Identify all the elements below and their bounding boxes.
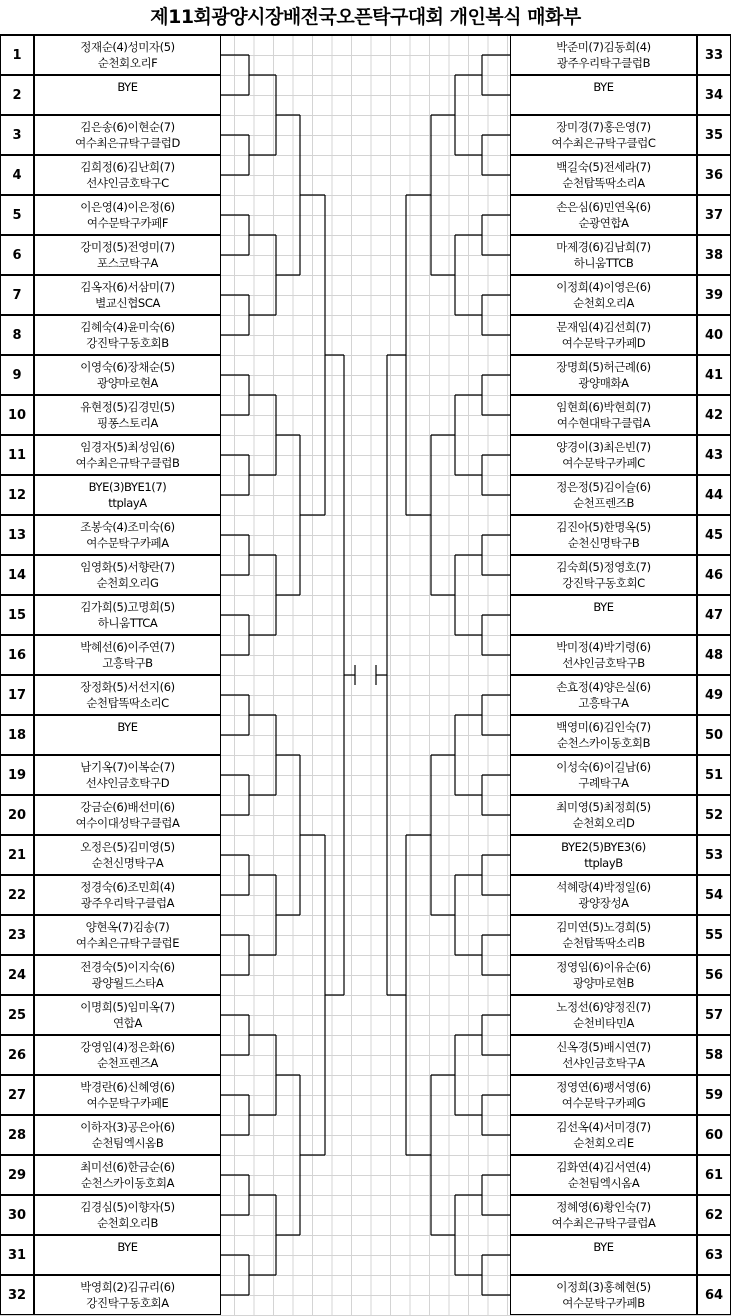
seed-number: 54 (697, 875, 731, 915)
seed-number: 41 (697, 355, 731, 395)
pair-entry (34, 75, 221, 115)
player-names: 박미정(4)박기령(6) (556, 640, 651, 654)
seed-number: 55 (697, 915, 731, 955)
seed-number: 14 (0, 555, 34, 595)
player-names: 김옥자(6)서삼미(7) (80, 280, 175, 294)
club-name: 여수이대성탁구클럽A (75, 816, 180, 830)
pair-entry (510, 435, 697, 475)
pair-entry (510, 675, 697, 715)
seed-number: 9 (0, 355, 34, 395)
club-name: 핑퐁스토리A (96, 416, 158, 430)
club-name: 포스코탁구A (96, 256, 158, 270)
pair-entry (510, 955, 697, 995)
player-names: 전경숙(5)이지숙(6) (80, 960, 175, 974)
pair-entry (510, 875, 697, 915)
player-names: 임경자(5)최성임(6) (80, 440, 175, 454)
seed-number: 49 (697, 675, 731, 715)
seed-number: 8 (0, 315, 34, 355)
seed-number: 50 (697, 715, 731, 755)
club-name: 순천신명탁구A (91, 856, 164, 870)
club-name: 광양마로현A (96, 376, 158, 390)
pair-entry (510, 1115, 697, 1155)
pair-entry (510, 1155, 697, 1195)
club-name: 여수최은규탁구클럽E (75, 936, 180, 950)
player-names: 유현정(5)김경민(5) (80, 400, 175, 414)
seed-number: 29 (0, 1155, 34, 1195)
seed-number: 11 (0, 435, 34, 475)
seed-number: 42 (697, 395, 731, 435)
player-names: 이정희(3)홍혜현(5) (556, 1280, 651, 1294)
player-names: 임영화(5)서향란(7) (80, 560, 175, 574)
player-names: BYE (117, 1240, 138, 1254)
seed-number: 30 (0, 1195, 34, 1235)
player-names: 박영희(2)김규리(6) (80, 1280, 175, 1294)
pair-entry (510, 835, 697, 875)
club-name: 강진탁구동호회B (86, 336, 169, 350)
player-names: 백영미(6)김인숙(7) (556, 720, 651, 734)
seed-number: 13 (0, 515, 34, 555)
club-name: 순천프렌즈A (96, 1056, 158, 1070)
pair-entry (510, 755, 697, 795)
player-names: 노정선(6)양정진(7) (556, 1000, 651, 1014)
club-name: 여수문탁구카페G (561, 1096, 646, 1110)
seed-number: 62 (697, 1195, 731, 1235)
seed-number: 35 (697, 115, 731, 155)
player-names: 양경이(3)최은빈(7) (556, 440, 651, 454)
seed-number: 3 (0, 115, 34, 155)
pair-entry (34, 915, 221, 955)
player-names: 양현옥(7)김송(7) (85, 920, 170, 934)
club-name: 하니움TTCA (97, 616, 158, 630)
player-names: 이하자(3)공은아(6) (80, 1120, 175, 1134)
player-names: 임현희(6)박현희(7) (556, 400, 651, 414)
club-name: 여수문탁구카페C (562, 456, 645, 470)
seed-number: 47 (697, 595, 731, 635)
club-name: 순천탑똑딱소리C (86, 696, 169, 710)
club-name: 강진탁구동호회A (86, 1296, 169, 1310)
seed-number: 45 (697, 515, 731, 555)
pair-entry (34, 195, 221, 235)
club-name: 광양매화A (578, 376, 629, 390)
pair-entry (34, 1155, 221, 1195)
pair-entry (34, 1075, 221, 1115)
player-names: 장명희(5)허근례(6) (556, 360, 651, 374)
club-name: 선샤인금호탁구B (562, 656, 645, 670)
seed-number: 20 (0, 795, 34, 835)
player-names: BYE (117, 80, 138, 94)
pair-entry (510, 155, 697, 195)
club-name: 순천회오리A (572, 296, 634, 310)
player-names: 백길숙(5)전세라(7) (556, 160, 651, 174)
pair-entry (34, 355, 221, 395)
player-names: 조봉숙(4)조미숙(6) (80, 520, 175, 534)
seed-number: 39 (697, 275, 731, 315)
club-name: ttplayB (584, 856, 623, 870)
club-name: 여수문탁구카페A (86, 536, 169, 550)
page-title: 제11회광양시장배전국오픈탁구대회 개인복식 매화부 (0, 0, 731, 36)
club-name: 여수현대탁구클럽A (556, 416, 651, 430)
club-name: 여수최은규탁구클럽B (75, 456, 180, 470)
pair-entry (510, 995, 697, 1035)
seed-number: 10 (0, 395, 34, 435)
seed-number: 60 (697, 1115, 731, 1155)
player-names: 김가희(5)고명희(5) (80, 600, 175, 614)
pair-entry (34, 115, 221, 155)
pair-entry (34, 395, 221, 435)
seed-number: 56 (697, 955, 731, 995)
pair-entry (510, 595, 697, 635)
club-name: 순천팀엑시옴A (567, 1176, 640, 1190)
player-names: 강미정(5)전영미(7) (80, 240, 175, 254)
seed-number: 46 (697, 555, 731, 595)
player-names: 석혜랑(4)박정일(6) (556, 880, 651, 894)
player-names: 이영숙(6)장채순(5) (80, 360, 175, 374)
player-names: 이은영(4)이은정(6) (80, 200, 175, 214)
seed-number: 64 (697, 1275, 731, 1315)
club-name: 순천회오리F (97, 56, 158, 70)
pair-entry (510, 235, 697, 275)
seed-number: 32 (0, 1275, 34, 1315)
player-names: 김선옥(4)서미경(7) (556, 1120, 651, 1134)
club-name: 여수최은규탁구클럽C (551, 136, 656, 150)
club-name: 순천스카이동호회B (556, 736, 651, 750)
club-name: 순천팀엑시옴B (91, 1136, 164, 1150)
seed-number: 28 (0, 1115, 34, 1155)
player-names: 김혜숙(4)윤미숙(6) (80, 320, 175, 334)
player-names: 강영임(4)정은화(6) (80, 1040, 175, 1054)
player-names: BYE (593, 80, 614, 94)
player-names: 김희정(6)김난희(7) (80, 160, 175, 174)
club-name: 순천회오리D (572, 816, 635, 830)
player-names: 정영임(6)이유순(6) (556, 960, 651, 974)
seed-number: 33 (697, 35, 731, 75)
club-name: 고흥탁구A (578, 696, 629, 710)
pair-entry (510, 795, 697, 835)
pair-entry (34, 155, 221, 195)
player-names: 김경심(5)이향자(5) (80, 1200, 175, 1214)
club-name: 순천비타민A (572, 1016, 634, 1030)
pair-entry (510, 1035, 697, 1075)
pair-entry (510, 1275, 697, 1315)
player-names: 박경란(6)신혜영(6) (80, 1080, 175, 1094)
club-name: 순천탑똑딱소리A (562, 176, 645, 190)
pair-entry (510, 315, 697, 355)
seed-number: 7 (0, 275, 34, 315)
seed-number: 25 (0, 995, 34, 1035)
club-name: 선샤인금호탁구D (85, 776, 170, 790)
player-names: 손은심(6)민연옥(6) (556, 200, 651, 214)
pair-entry (34, 595, 221, 635)
pair-entry (510, 35, 697, 75)
pair-entry (34, 435, 221, 475)
pair-entry (510, 395, 697, 435)
player-names: 정혜영(6)황인숙(7) (556, 1200, 651, 1214)
club-name: 연합A (113, 1016, 142, 1030)
pair-entry (34, 555, 221, 595)
seed-number: 44 (697, 475, 731, 515)
pair-entry (34, 1235, 221, 1275)
player-names: BYE (593, 600, 614, 614)
player-names: 김숙희(5)정영호(7) (556, 560, 651, 574)
seed-number: 38 (697, 235, 731, 275)
seed-number: 63 (697, 1235, 731, 1275)
player-names: BYE (593, 1240, 614, 1254)
club-name: 여수문탁구카페E (86, 1096, 169, 1110)
seed-number: 19 (0, 755, 34, 795)
seed-number: 53 (697, 835, 731, 875)
pair-entry (510, 635, 697, 675)
club-name: 순천프렌즈B (572, 496, 635, 510)
club-name: 순광연합A (578, 216, 629, 230)
club-name: 선샤인금호탁구A (562, 1056, 645, 1070)
player-names: 이성숙(6)이길남(6) (556, 760, 651, 774)
pair-entry (510, 355, 697, 395)
seed-number: 37 (697, 195, 731, 235)
club-name: 순천회오리B (96, 1216, 159, 1230)
pair-entry (510, 475, 697, 515)
seed-number: 61 (697, 1155, 731, 1195)
seed-number: 26 (0, 1035, 34, 1075)
club-name: 여수문탁구카페F (86, 216, 169, 230)
seed-number: 59 (697, 1075, 731, 1115)
pair-entry (510, 275, 697, 315)
pair-entry (34, 635, 221, 675)
club-name: 구례탁구A (578, 776, 629, 790)
player-names: 김미연(5)노경희(5) (556, 920, 651, 934)
player-names: 문재임(4)김선희(7) (556, 320, 651, 334)
player-names: 장미경(7)홍은영(7) (556, 120, 651, 134)
club-name: 하니움TTCB (573, 256, 634, 270)
pair-entry (34, 275, 221, 315)
pair-entry (510, 915, 697, 955)
seed-number: 2 (0, 75, 34, 115)
seed-number: 17 (0, 675, 34, 715)
pair-entry (34, 715, 221, 755)
club-name: 고흥탁구B (102, 656, 153, 670)
seed-number: 12 (0, 475, 34, 515)
club-name: 순천스카이동호회A (80, 1176, 175, 1190)
player-names: 정영연(6)팽서영(6) (556, 1080, 651, 1094)
pair-entry (510, 515, 697, 555)
seed-number: 48 (697, 635, 731, 675)
player-names: BYE2(5)BYE3(6) (561, 840, 646, 854)
seed-number: 52 (697, 795, 731, 835)
pair-entry (34, 755, 221, 795)
pair-entry (510, 715, 697, 755)
pair-entry (34, 955, 221, 995)
seed-number: 31 (0, 1235, 34, 1275)
club-name: 광주우리탁구클럽A (80, 896, 175, 910)
seed-number: 24 (0, 955, 34, 995)
pair-entry (34, 475, 221, 515)
pair-entry (510, 1075, 697, 1115)
club-name: 광양마로현B (572, 976, 635, 990)
seed-number: 15 (0, 595, 34, 635)
player-names: BYE(3)BYE1(7) (88, 480, 167, 494)
pair-entry (34, 1115, 221, 1155)
pair-entry (34, 1035, 221, 1075)
player-names: 박준미(7)김동희(4) (556, 40, 651, 54)
player-names: 김화연(4)김서연(4) (556, 1160, 651, 1174)
club-name: 순천탑똑딱소리B (562, 936, 645, 950)
pair-entry (34, 795, 221, 835)
pair-entry (34, 1195, 221, 1235)
seed-number: 4 (0, 155, 34, 195)
player-names: 남기옥(7)이복순(7) (80, 760, 175, 774)
seed-number: 16 (0, 635, 34, 675)
pair-entry (34, 35, 221, 75)
seed-number: 6 (0, 235, 34, 275)
club-name: 광양월드스타A (91, 976, 164, 990)
pair-entry (34, 675, 221, 715)
player-names: 이정희(4)이영은(6) (556, 280, 651, 294)
player-names: 김진아(5)한명옥(5) (556, 520, 651, 534)
club-name: 순천회오리E (573, 1136, 634, 1150)
seed-number: 22 (0, 875, 34, 915)
pair-entry (510, 555, 697, 595)
player-names: BYE (117, 720, 138, 734)
player-names: 마제경(6)김남희(7) (556, 240, 651, 254)
player-names: 신옥경(5)배시연(7) (556, 1040, 651, 1054)
player-names: 강금순(6)배선미(6) (80, 800, 175, 814)
pair-entry (34, 1275, 221, 1315)
player-names: 손효정(4)양은실(6) (556, 680, 651, 694)
player-names: 박혜선(6)이주연(7) (80, 640, 175, 654)
club-name: ttplayA (108, 496, 147, 510)
player-names: 정은정(5)김이슬(6) (556, 480, 651, 494)
club-name: 강진탁구동호회C (562, 576, 645, 590)
seed-number: 43 (697, 435, 731, 475)
club-name: 광양장성A (578, 896, 629, 910)
club-name: 여수최은규탁구클럽D (75, 136, 180, 150)
pair-entry (34, 315, 221, 355)
club-name: 여수최은규탁구클럽A (551, 1216, 656, 1230)
seed-number: 36 (697, 155, 731, 195)
seed-number: 57 (697, 995, 731, 1035)
club-name: 광주우리탁구클럽B (556, 56, 651, 70)
club-name: 순천신명탁구B (567, 536, 640, 550)
pair-entry (510, 1195, 697, 1235)
pair-entry (34, 875, 221, 915)
pair-entry (34, 995, 221, 1035)
club-name: 순천회오리G (96, 576, 159, 590)
pair-entry (34, 235, 221, 275)
player-names: 정경숙(6)조민희(4) (80, 880, 175, 894)
player-names: 김은송(6)이현순(7) (80, 120, 175, 134)
seed-number: 58 (697, 1035, 731, 1075)
seed-number: 1 (0, 35, 34, 75)
club-name: 여수문탁구카페D (561, 336, 646, 350)
player-names: 최미영(5)최정희(5) (556, 800, 651, 814)
club-name: 선샤인금호탁구C (86, 176, 169, 190)
seed-number: 23 (0, 915, 34, 955)
seed-number: 51 (697, 755, 731, 795)
seed-number: 34 (697, 75, 731, 115)
player-names: 정재순(4)성미자(5) (80, 40, 175, 54)
player-names: 장정화(5)서선지(6) (80, 680, 175, 694)
seed-number: 21 (0, 835, 34, 875)
seed-number: 40 (697, 315, 731, 355)
pair-entry (510, 1235, 697, 1275)
player-names: 오정은(5)김미영(5) (80, 840, 175, 854)
seed-number: 18 (0, 715, 34, 755)
player-names: 이명희(5)임미옥(7) (80, 1000, 175, 1014)
pair-entry (510, 75, 697, 115)
club-name: 여수문탁구카페B (562, 1296, 645, 1310)
club-name: 별교신협SCA (95, 296, 160, 310)
seed-number: 27 (0, 1075, 34, 1115)
pair-entry (34, 835, 221, 875)
pair-entry (34, 515, 221, 555)
seed-number: 5 (0, 195, 34, 235)
player-names: 최미선(6)한금순(6) (80, 1160, 175, 1174)
pair-entry (510, 115, 697, 155)
pair-entry (510, 195, 697, 235)
